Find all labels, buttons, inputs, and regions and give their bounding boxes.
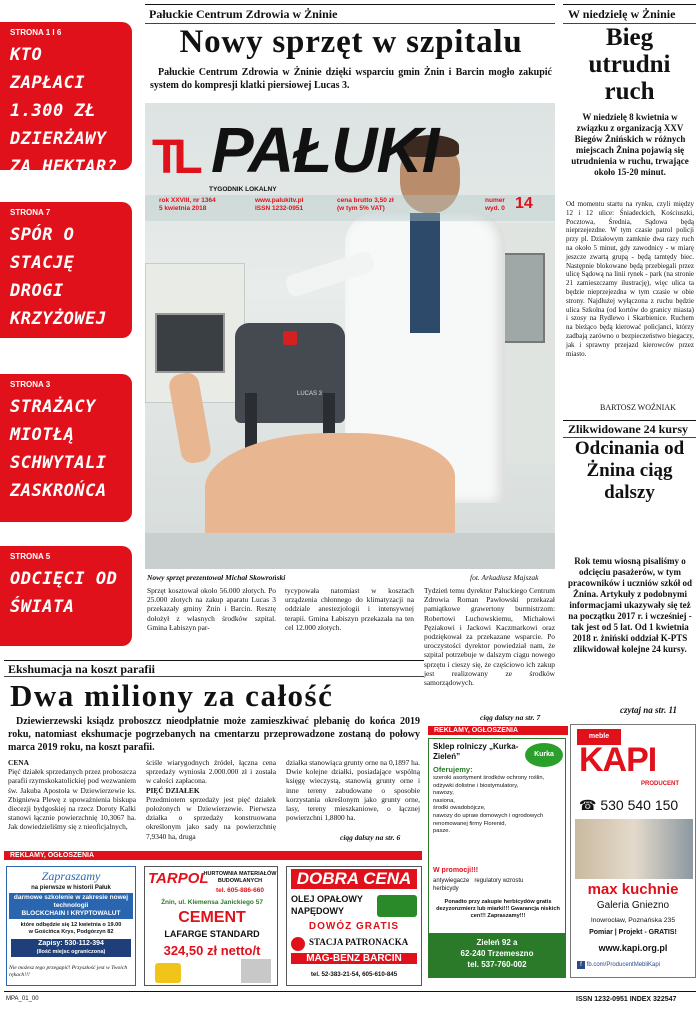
tarpol-price: 324,50 zł netto/t <box>163 943 261 958</box>
teaser-headline: SPÓR O STACJĘ DROGI KRZYŻOWEJ <box>10 225 107 329</box>
race-body: Od momentu startu na rynku, czyli między 12 i 12 ulice: Śniadeckich, Kościuszki, Pocztowa, Średnia, Sądowa będą nieprzejezdne. W tym czasie patrol policji przy pl. Działowym zamknie dwa razy ruch na około 5 minut, gdy zawodnicy - w miarę jeszcze zwartą grupą - będą tamtędy biec. Następnie blokowane będą przebiegali przez ulicę Sądową na linii rynek - park (na stronie 21 zamieszczamy ilustrację), więc ulica ta będzie nieprzejezdna w tym czasie w obie strony. Najdłużej wyłączona z ruchu będzie ulica Szkolna (od kortów do granicy miasta) i szosy na Rydlewo i Skarbienice. Ruchem na bieżąco będą kierować policjanci, którzy zadbają zarówno o bezpieczeństwo biegaczy, jak i sprawny przejazd kierowców przez miasto. <box>566 200 694 358</box>
tarpol-product2: LAFARGE STANDARD <box>164 929 260 939</box>
teaser-headline: STRAŻACY MIOTŁĄ SCHWYTALI ZASKROŃCA <box>10 397 107 501</box>
kapi-tag: meble <box>577 729 621 745</box>
teaser-page: STRONA 1 I 6 <box>10 28 62 37</box>
orlen-icon <box>291 937 305 951</box>
footer-code: MPA_01_00 <box>6 996 39 1002</box>
col1-text: Pięć działek sprzedanych przez proboszcza parafii rzymskokatolickiej pod wezwaniem św. Jakuba Apostoła w Dziewierzewie ks. Zbigniewa Plewę z upoważnienia biskupa diecezji bydgoskiej na rzecz Doroty Kalki stanowi łącznie powierzchnię 10,3067 ha. Jak dowiedzieliśmy się z nieoficjalnych, <box>8 767 136 832</box>
kurka-offers-label: Oferujemy: <box>433 765 473 774</box>
col2-heading: PIĘĆ DZIAŁEK <box>146 785 200 795</box>
course-line5: w Gościńca Krys, Podgórzyn 82 <box>28 929 114 935</box>
dobra-line2: NAPĘDOWY <box>291 906 345 916</box>
kapi-fb: fb.com/ProducentMebliKapi <box>586 962 661 968</box>
manikin <box>205 433 455 543</box>
tarpol-brand: TARPOL <box>148 870 209 887</box>
tarpol-address: Żnin, ul. Klemensa Janickiego 57 <box>161 899 263 906</box>
kapi-name: max kuchnie <box>587 881 679 898</box>
vat: (w tym 5% VAT) <box>337 205 385 212</box>
device-label: LUCAS 3 <box>297 391 323 397</box>
footer-rule <box>4 991 696 992</box>
teaser-2[interactable] <box>0 202 132 338</box>
race-lead: W niedzielę 8 kwietnia w związku z organizacją XXV Biegów Żnińskich w różnych miejscach Żnina pojawią się utrudnienia w ruchu, trwające około 15-20 minut. <box>571 112 689 177</box>
offer-item: środki owadobójcze, <box>433 805 486 812</box>
year-issue: rok XXVIII, nr 1364 <box>159 197 216 204</box>
ad-course[interactable] <box>6 866 136 986</box>
right-rule <box>563 4 696 5</box>
masthead-numer <box>485 197 505 213</box>
ad-kapi[interactable] <box>570 724 696 978</box>
kurka-logo: Kurka <box>525 743 563 767</box>
teaser-headline: ODCIĘCI OD ŚWIATA <box>10 569 118 617</box>
exhumation-continued[interactable]: ciąg dalszy na str. 6 <box>340 833 401 842</box>
ekoterm-logo <box>377 895 417 917</box>
kapi-phone: 530 540 150 <box>600 797 679 813</box>
top-rule <box>145 4 555 5</box>
course-line1: na pierwsze w historii Pałuk <box>31 885 111 891</box>
col2-text: ściśle wiarygodnych źródeł, łączna cena sprzedaży wyniosła 2.000.000 zł i została w całości zapłacona. <box>146 758 276 786</box>
ad-dobra-cena[interactable] <box>286 866 422 986</box>
issn: ISSN 1232-0951 <box>255 205 304 212</box>
teaser-page: STRONA 7 <box>10 208 51 217</box>
ad-tarpol[interactable] <box>144 866 278 986</box>
divider <box>4 660 424 661</box>
tarpol-product: CEMENT <box>178 909 246 926</box>
kurka-contact <box>429 933 565 977</box>
train-headline: Odcinania od Żnina ciąg dalszy <box>574 438 685 503</box>
issue-date: 5 kwietnia 2018 <box>159 205 207 212</box>
teaser-1[interactable] <box>0 22 132 177</box>
teaser-headline: KTO ZAPŁACI 1.300 ZŁ DZIERŻAWY ZA HEKTAR? <box>10 45 118 177</box>
kapi-street: Inowrocław, Poznańska 235 <box>590 917 676 924</box>
masthead-price <box>337 197 394 213</box>
kapi-fb-row[interactable] <box>577 961 660 969</box>
issue-number: 14 <box>515 195 533 212</box>
promo-item: antywiegacze <box>433 878 470 884</box>
dobra-company: MAG-BENZ BARCIN <box>291 953 417 964</box>
dobra-line1: OLEJ OPAŁOWY <box>291 894 363 904</box>
train-body: Rok temu wiosną pisaliśmy o odcięciu pasażerów, w tym pracowników i uczniów szkół od Żnina. Artykuły z podobnymi informacjami ukazywały się też na początku 2017 r. i wcześniej - tak jest od 5 lat. Od 1 kwietnia 2018 r. żniński oddział K-PTS zlikwidował kolejne 24 kursy. <box>567 556 692 654</box>
dobra-station: STACJA PATRONACKA <box>309 937 409 947</box>
kurka-title: Sklep rolniczy „Kurka-Zieleń” <box>433 742 519 761</box>
ads-label: REKLAMY, OGŁOSZENIA <box>4 851 422 860</box>
masthead <box>145 103 555 223</box>
tarpol-phone: tel. 605-886-660 <box>215 887 265 894</box>
course-line2 <box>9 893 133 919</box>
masthead-issue <box>159 197 216 213</box>
photo-credit: fot. Arkadiusz Majszak <box>470 573 539 582</box>
course-invite: Zapraszamy <box>41 869 101 883</box>
col2b-text: Przedmiotem sprzedaży jest pięć działek położonych w Dziewierzewie. Pierwsza działka o sprzedaży konstruowana określonym jako sady na powierzchnię 7,9340 ha, druga <box>146 794 276 841</box>
masthead-title: PAŁUKI <box>211 114 439 186</box>
offer-item: odżywki dolistne i biostymulatory, <box>433 782 519 789</box>
teaser-page: STRONA 5 <box>10 552 51 561</box>
course-details <box>7 922 135 936</box>
race-headline: Bieg utrudni ruch <box>588 24 671 105</box>
offer-item: pasze. <box>433 828 451 835</box>
offer-item: nawozy do upraw domowych i ogrodowych renomowanej firmy Florenid, <box>433 812 544 827</box>
phone-icon: ☎ <box>579 797 597 813</box>
teaser-4[interactable] <box>0 546 132 646</box>
top-story-headline: Nowy sprzęt w szpitalu <box>179 24 523 60</box>
numer-label: numer <box>485 197 505 204</box>
hospital-continued[interactable]: ciąg dalszy na str. 7 <box>480 713 541 722</box>
kitchen-photo <box>575 819 693 879</box>
ad-kurka[interactable] <box>428 738 566 978</box>
dobra-phone: tel. 52-383-21-54, 605-610-845 <box>310 971 398 978</box>
hospital-col-2: tycypowała natomiast w kosztach urządzenia chłonnego do klimatyzacji na oddziale anestezjologii i intensywnej terapii. Gmina Łabiszyn przekazała na ten cel 12.000 złotych. <box>285 586 414 632</box>
exhumation-headline: Dwa miliony za całość <box>10 678 334 713</box>
kapi-phone-row <box>579 797 678 814</box>
photo-caption: Nowy sprzęt prezentował Michał Skowroński <box>147 573 286 582</box>
kurka-promo-label: W promocji!!! <box>433 867 479 874</box>
dobra-title: DOBRA CENA <box>291 869 417 889</box>
kurka-address: Zieleń 92 a <box>476 938 518 947</box>
divider <box>4 676 424 677</box>
offer-item: nawozy, <box>433 790 454 797</box>
course-phone-box <box>11 939 131 957</box>
promo-item: regulatory wzrostu <box>474 878 524 884</box>
train-continued[interactable]: czytaj na str. 11 <box>620 705 678 715</box>
exhumation-col-2 <box>146 758 276 841</box>
course-footer: Nie możesz tego przegapić! Przyszłość jest w Twoich rękach!!! <box>9 965 128 978</box>
price: cena brutto 3,50 zł <box>337 197 394 204</box>
exhumation-kicker: Ekshumacja na koszt parafii <box>8 662 156 676</box>
sbs-logo <box>155 963 181 983</box>
course-phone: Zapisy: 530-112-394 <box>38 940 104 947</box>
race-kicker: W niedzielę w Żninie <box>568 7 676 21</box>
teaser-3[interactable] <box>0 374 132 522</box>
kurka-offers <box>433 775 563 836</box>
kapi-producer: PRODUCENT <box>641 781 680 787</box>
offer-item: szeroki asortyment środków ochrony roślin, <box>433 775 545 781</box>
kurka-phone: tel. 537-760-002 <box>467 960 527 969</box>
facebook-icon: f <box>577 961 585 969</box>
exhumation-col-1 <box>8 758 136 832</box>
cement-bag <box>241 959 271 983</box>
ads-label-right: REKLAMY, OGŁOSZENIA <box>428 726 568 735</box>
train-kicker: Zlikwidowane 24 kursy <box>568 422 689 436</box>
col1-heading: CENA <box>8 758 29 767</box>
kurka-city: 62-240 Trzemeszno <box>460 949 534 958</box>
hospital-col-3: Tydzień temu dyrektor Pałuckiego Centrum Zdrowia Roman Pawłowski przekazał pamiątkowe grawertony burmistrzom: Robertowi Luchowskiemu, Michałowi Pęziakowi i Jackowi Kaczmarkowi oraz podziękował za przekazane wsparcie. Po uroczystości dyrektor powiedział nam, że szpital potrzebuje w dalszym ciągu nowego sprzętu i cieszy się, że częściowo ich zakup jest realizowany ze środków samorządowych. <box>424 586 555 688</box>
course-line4: które odbędzie się 12 kwietnia o 19.00 <box>20 922 122 928</box>
course-note: (Ilość miejsc ograniczona) <box>36 949 106 955</box>
kapi-brand: KAPI <box>579 741 657 779</box>
kurka-gift: Ponadto przy zakupie herbicydów gratis dezyzonzmierz lub miarki!!! Gwarancja niskich cen!!! Zapraszamy!!! <box>436 899 560 919</box>
exhumation-lead: Dziewierzewski ksiądz proboszcz nieodpłatnie może zamieszkiwać plebanię do końca 2019 roku, natomiast ekshumacje pogrzebanych na cmentarzu przeprowadzone zostaną do połowy marca 2019 roku, na koszt parafii. <box>8 716 420 753</box>
website[interactable]: www.palukitv.pl <box>255 197 304 204</box>
teaser-page: STRONA 3 <box>10 380 51 389</box>
top-story-lead: Pałuckie Centrum Zdrowia w Żninie dzięki wsparciu gmin Żnin i Barcin mogło zakupić system do kompresji klatki piersiowej Lucas 3. <box>150 67 552 91</box>
promo-item: herbicydy <box>433 886 459 892</box>
kurka-promo <box>433 877 563 893</box>
masthead-logo: TL <box>152 131 195 184</box>
wyd-label: wyd. 0 <box>485 205 505 212</box>
kapi-web[interactable]: www.kapi.org.pl <box>598 943 668 953</box>
tarpol-desc: HURTOWNIA MATERIAŁÓW BUDOWLANYCH <box>203 871 277 884</box>
course-line2-text: darmowe szkolenie w zakresie nowej technologii <box>13 894 129 909</box>
course-line3: BLOCKCHAIN I KRYPTOWALUT <box>21 910 121 917</box>
offer-item: nasiona, <box>433 797 455 804</box>
dobra-delivery: DOWÓZ GRATIS <box>308 921 400 932</box>
exhumation-col-3: działka stanowiąca grunty orne na 0,1897 ha. Dwie kolejne działki, posiadające wspólną księgę wieczystą, stanowią grunty orne i inne tereny zabudowane o sposobie korzystania określonym jako grunty orne, lasy, tereny mieszkaniowe, o łącznej powierzchni 1,8800 ha. <box>286 758 420 823</box>
masthead-subtitle: TYGODNIK LOKALNY <box>209 186 277 193</box>
divider <box>563 420 696 421</box>
top-story-kicker: Pałuckie Centrum Zdrowia w Żninie <box>149 7 338 21</box>
race-author: BARTOSZ WOŹNIAK <box>600 403 676 412</box>
masthead-site <box>255 197 303 213</box>
footer-issn: ISSN 1232-0951 INDEX 322547 <box>576 996 677 1003</box>
kapi-services: Pomiar | Projekt - GRATIS! <box>589 929 677 936</box>
kapi-gallery: Galeria Gniezno <box>596 900 670 911</box>
hospital-col-1: Sprzęt kosztował około 56.000 złotych. Po 25.000 złotych na zakup aparatu Lucas 3 przekazały gminy Żnin i Barcin. Resztę dołożył z własnych środków szpital. Gmina Łabiszyn par- <box>147 586 276 632</box>
